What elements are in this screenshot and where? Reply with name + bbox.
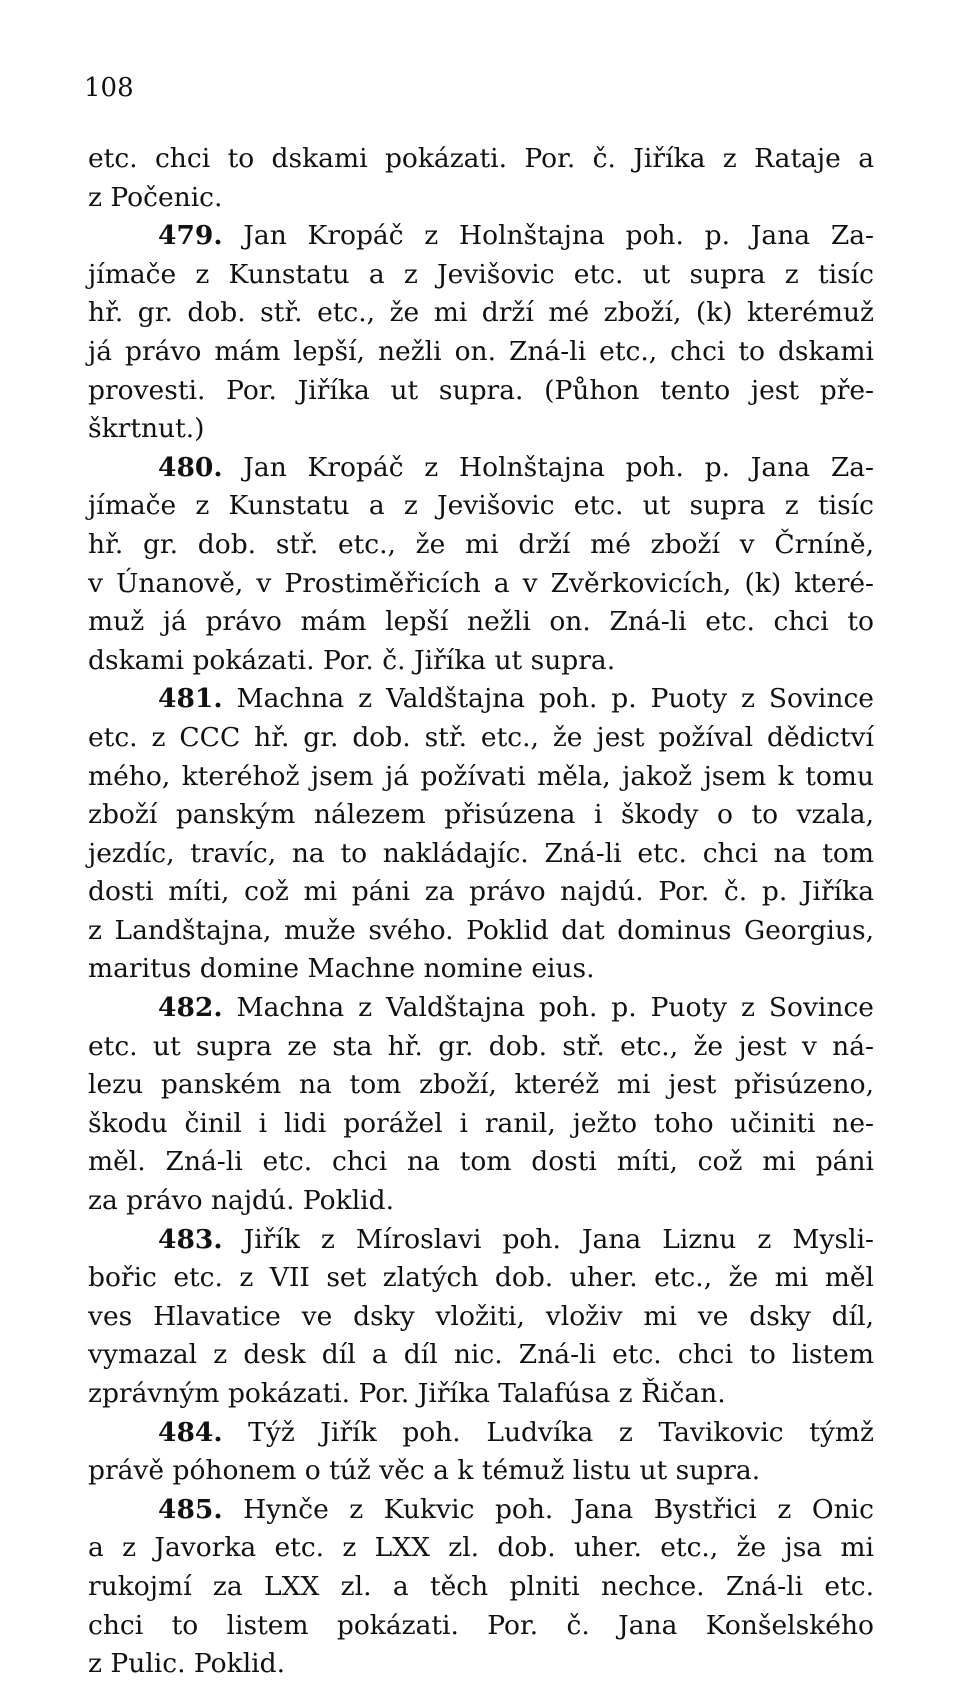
page-number: 108 [84, 73, 134, 103]
line-text: Jan Kropáč z Holnštajna poh. p. Jana Za- [222, 220, 874, 252]
text-line [88, 1028, 874, 1067]
body-text [88, 140, 874, 1684]
text-line [88, 256, 874, 295]
text-line [88, 1414, 874, 1453]
text-line [88, 1529, 874, 1568]
line-text: rukojmí za LXX zl. a těch plniti nechce. Zná-li etc. [88, 1570, 874, 1602]
line-text: v Únanově, v Prostiměřicích a v Zvěrkovicích, (k) které- [88, 567, 874, 599]
text-line [88, 1143, 874, 1182]
text-line [88, 796, 874, 835]
line-text: já právo mám lepší, nežli on. Zná-li etc., chci to dskami [88, 335, 874, 367]
line-text: vymazal z desk díl a díl nic. Zná-li etc. chci to listem [88, 1339, 874, 1371]
line-text: z Pulic. Poklid. [88, 1648, 286, 1680]
text-line [88, 680, 874, 719]
text-line [88, 758, 874, 797]
text-line [88, 719, 874, 758]
line-text: mého, kteréhož jsem já požívati měla, jakož jsem k tomu [88, 760, 874, 792]
line-text: Machna z Valdštajna poh. p. Puoty z Sovince [222, 992, 874, 1024]
line-text: jímače z Kunstatu a z Jevišovic etc. ut supra z tisíc [88, 490, 874, 522]
text-line [88, 179, 874, 218]
text-line [88, 372, 874, 411]
line-text: jímače z Kunstatu a z Jevišovic etc. ut supra z tisíc [88, 258, 874, 290]
line-text: Jan Kropáč z Holnštajna poh. p. Jana Za- [222, 451, 874, 483]
text-line [88, 1182, 874, 1221]
line-text: hř. gr. dob. stř. etc., že mi drží mé zboží, (k) kterémuž [88, 297, 874, 329]
entry-number: 485. [158, 1493, 223, 1525]
text-line [88, 1298, 874, 1337]
line-text: dosti míti, což mi páni za právo najdú. Por. č. p. Jiříka [88, 876, 874, 908]
line-text: z Počenic. [88, 181, 223, 213]
text-line [88, 1568, 874, 1607]
text-line [88, 912, 874, 951]
line-text: chci to listem pokázati. Por. č. Jana Konšelského [88, 1609, 874, 1641]
line-text: etc. z CCC hř. gr. dob. stř. etc., že jest požíval dědictví [88, 721, 874, 753]
text-line [88, 449, 874, 488]
text-line [88, 603, 874, 642]
line-text: zboží panským nálezem přisúzena i škody o to vzala, [88, 799, 874, 831]
line-text: měl. Zná-li etc. chci na tom dosti míti, což mi páni [88, 1146, 874, 1178]
line-text: ves Hlavatice ve dsky vložiti, vloživ mi ve dsky díl, [88, 1300, 874, 1332]
text-line [88, 140, 874, 179]
text-line [88, 1105, 874, 1144]
text-line [88, 1375, 874, 1414]
line-text: etc. chci to dskami pokázati. Por. č. Jiříka z Rataje a [88, 143, 874, 174]
entry-number: 483. [158, 1223, 223, 1255]
text-line [88, 1066, 874, 1105]
text-line [88, 487, 874, 526]
text-line [88, 1491, 874, 1530]
line-text: bořic etc. z VII set zlatých dob. uher. etc., že mi měl [88, 1262, 874, 1294]
line-text: Jiřík z Míroslavi poh. Jana Liznu z Mysli- [222, 1223, 874, 1255]
line-text: hř. gr. dob. stř. etc., že mi drží mé zboží v Črníně, [88, 528, 874, 560]
text-line [88, 1259, 874, 1298]
text-line [88, 1645, 874, 1684]
entry-number: 481. [158, 683, 223, 715]
line-text: jezdíc, travíc, na to nakládajíc. Zná-li etc. chci na tom [88, 837, 874, 869]
line-text: z Landštajna, muže svého. Poklid dat dominus Georgius, [88, 914, 874, 946]
text-line [88, 410, 874, 449]
line-text: Hynče z Kukvic poh. Jana Bystřici z Onic [222, 1493, 874, 1525]
text-line [88, 1607, 874, 1646]
line-text: právě póhonem o túž věc a k témuž listu ut supra. [88, 1455, 761, 1487]
line-text: provesti. Por. Jiříka ut supra. (Půhon tento jest pře- [88, 374, 874, 406]
text-line [88, 873, 874, 912]
line-text: dskami pokázati. Por. č. Jiříka ut supra. [88, 644, 616, 676]
line-text: a z Javorka etc. z LXX zl. dob. uher. etc., že jsa mi [88, 1532, 874, 1564]
line-text: etc. ut supra ze sta hř. gr. dob. stř. etc., že jest v ná- [88, 1030, 874, 1062]
line-text: škodu činil i lidi porážel i ranil, ježto toho učiniti ne- [88, 1107, 874, 1139]
line-text: Machna z Valdštajna poh. p. Puoty z Sovince [222, 683, 874, 715]
text-line [88, 989, 874, 1028]
text-line [88, 835, 874, 874]
entry-number: 484. [158, 1416, 223, 1448]
line-text: zprávným pokázati. Por. Jiříka Talafúsa z Řičan. [88, 1378, 726, 1409]
text-line [88, 1221, 874, 1260]
text-line [88, 1452, 874, 1491]
line-text: muž já právo mám lepší nežli on. Zná-li etc. chci to [88, 606, 874, 638]
text-line [88, 1336, 874, 1375]
line-text: za právo najdú. Poklid. [88, 1185, 395, 1217]
line-text: maritus domine Machne nomine eius. [88, 953, 595, 985]
line-text: škrtnut.) [88, 413, 205, 445]
text-line [88, 565, 874, 604]
text-line [88, 950, 874, 989]
line-text: Týž Jiřík poh. Ludvíka z Tavikovic týmž [222, 1416, 874, 1448]
text-line [88, 217, 874, 256]
entry-number: 479. [158, 220, 223, 252]
line-text: lezu panském na tom zboží, kteréž mi jest přisúzeno, [88, 1069, 874, 1101]
text-line [88, 294, 874, 333]
text-line [88, 333, 874, 372]
entry-number: 480. [158, 451, 223, 483]
text-line [88, 526, 874, 565]
entry-number: 482. [158, 992, 223, 1024]
text-line [88, 642, 874, 681]
